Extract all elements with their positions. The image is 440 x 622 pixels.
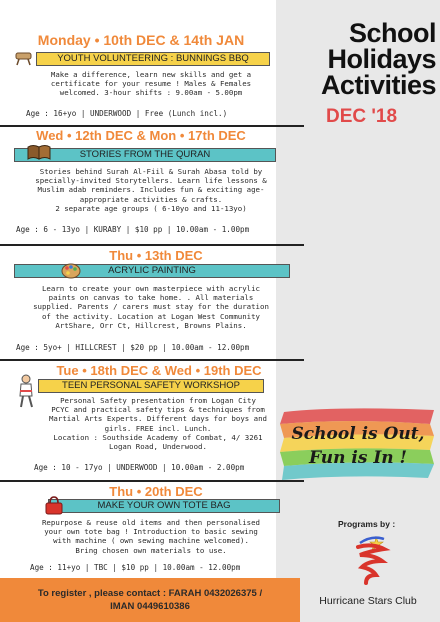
page-title: School Holidays Activities	[320, 18, 436, 100]
event-description: Stories behind Surah Al-Fiil & Surah Abasa told by specially-invited Storytellers. Learn life lessons & Muslim adab reminders. Includes fun & exciting age- appropriate activities & crafts. 2 separate age groups ( 6-10yo and 11-13yo)	[35, 167, 267, 213]
event-date: Wed • 12th DEC & Mon • 17th DEC	[36, 128, 246, 143]
footer-line: To register , please contact : FARAH 0432026375 /	[37, 588, 263, 599]
slogan-banner	[278, 402, 438, 488]
page-subtitle: DEC '18	[326, 106, 398, 127]
event-details: Age : 10 - 17yo | UNDERWOOD | 10.00am - 2.00pm	[34, 463, 245, 472]
event-title-bar: STORIES FROM THE QURAN	[14, 148, 276, 162]
divider	[0, 244, 304, 246]
footer-line: IMAN 0449610386	[110, 601, 190, 612]
palette-icon	[60, 262, 82, 280]
event-date: Tue • 18th DEC & Wed • 19th DEC	[56, 363, 262, 378]
handbag-icon	[44, 495, 64, 515]
banner-line: Fun is In !	[308, 448, 408, 468]
event-title-bar: MAKE YOUR OWN TOTE BAG	[48, 499, 280, 513]
registration-footer	[0, 578, 300, 622]
organizer-label: Programs by :	[338, 519, 396, 529]
event-description: Repurpose & reuse old items and then personalised your own tote bag ! Introduction to basic sewing with machine ( own sewing machine welcomed). Bring chosen own materials to use.	[41, 518, 261, 555]
event-details: Age : 11+yo | TBC | $10 pp | 10.00am - 12.00pm	[30, 563, 241, 572]
event-title-bar: YOUTH VOLUNTEERING : BUNNINGS BBQ	[36, 52, 270, 66]
divider	[0, 125, 304, 127]
event-date: Thu • 13th DEC	[109, 248, 203, 263]
event-details: Age : 5yo+ | HILLCREST | $20 pp | 10.00am - 12.00pm	[16, 343, 250, 352]
hurricane-stars-logo	[350, 533, 394, 587]
event-date: Monday • 10th DEC & 14th JAN	[37, 32, 245, 48]
event-details: Age : 16+yo | UNDERWOOD | Free (Lunch incl.)	[26, 109, 228, 118]
event-description: Learn to create your own masterpiece with acrylic paints on canvas to take home. . All materials supplied. Parents / carers must stay for the duration of the activity. Location at Logan West Community ArtShare, Orr Ct, Hillcrest, Browns Plains.	[33, 284, 269, 330]
bbq-icon	[14, 50, 34, 66]
event-description: Make a difference, learn new skills and get a certificate for your resume ! Males & Females welcomed. 3-hour shifts : 9.00am - 5.00pm	[50, 70, 252, 98]
divider	[0, 359, 304, 361]
event-date: Thu • 20th DEC	[109, 484, 203, 499]
event-title-bar: ACRYLIC PAINTING	[14, 264, 290, 278]
organizer-name: Hurricane Stars Club	[319, 595, 417, 607]
event-title-bar: TEEN PERSONAL SAFETY WORKSHOP	[38, 379, 264, 393]
divider	[0, 480, 304, 482]
book-icon	[26, 143, 52, 161]
event-description: Personal Safety presentation from Logan City PCYC and practical safety tips & techniques from Martial Arts Experts. Different days for boys and girls. FREE incl. Lunch. Location : Southside Academy of Combat, 4/ 3261 Logan Road, Underwood.	[48, 396, 268, 452]
event-details: Age : 6 - 13yo | KURABY | $10 pp | 10.00am - 1.00pm	[16, 225, 250, 234]
banner-line: School is Out,	[291, 424, 425, 444]
